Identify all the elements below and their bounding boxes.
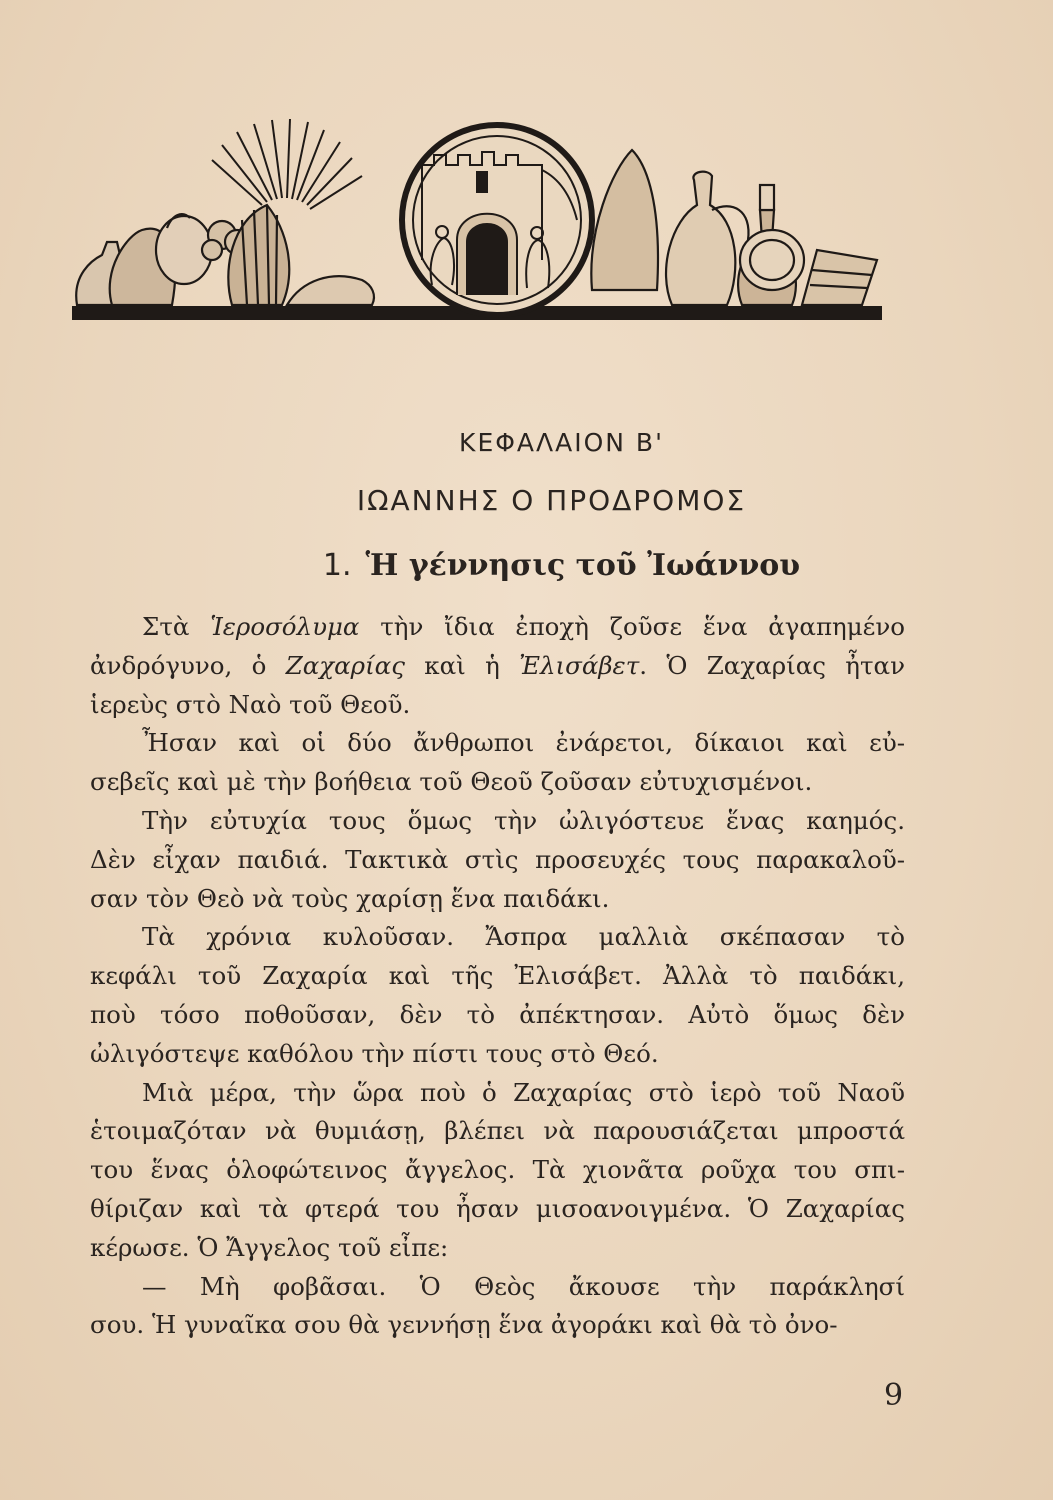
chapter-label: ΚΕΦΑΛΑΙΟΝ Β'	[459, 428, 664, 457]
paragraph	[90, 1074, 905, 1268]
text-line: κέρωσε. Ὁ Ἄγγελος τοῦ εἶπε:	[90, 1232, 449, 1262]
italic-name: Ἐλισάβετ	[519, 650, 640, 680]
text-line: σαν τὸν Θεὸ νὰ τοὺς χαρίσῃ ἕνα παιδάκι.	[90, 883, 610, 913]
paragraph	[90, 608, 905, 724]
text-line: Τὴν εὐτυχία τους ὅμως τὴν ὠλιγόστευε ἕνας καημός.	[142, 805, 905, 835]
text-line: ἱερεὺς στὸ Ναὸ τοῦ Θεοῦ.	[90, 689, 411, 719]
section-number: 1.	[322, 548, 352, 583]
italic-name: Ζαχαρίας	[285, 650, 405, 680]
paragraph	[90, 1268, 905, 1346]
text-line: ἀνδρόγυνο, ὁ Ζαχαρίας καὶ ἡ Ἐλισάβετ. Ὁ Ζαχαρίας ἦταν	[90, 650, 905, 680]
text-line: κεφάλι τοῦ Ζαχαρία καὶ τῆς Ἐλισάβετ. Ἀλλὰ τὸ παιδάκι,	[90, 961, 905, 991]
paragraph	[90, 802, 905, 918]
section-heading	[0, 548, 1053, 583]
italic-name: Ἱεροσόλυμα	[210, 612, 360, 641]
section-title: Ἡ γέννησις τοῦ Ἰωάννου	[365, 548, 801, 583]
text-line: Δὲν εἶχαν παιδιά. Τακτικὰ στὶς προσευχές τους παρακαλοῦ-	[90, 844, 905, 874]
text-line: ποὺ τόσο ποθοῦσαν, δὲν τὸ ἀπέκτησαν. Αὐτὸ ὅμως δὲν	[90, 999, 905, 1029]
text-line: Τὰ χρόνια κυλοῦσαν. Ἄσπρα μαλλιὰ σκέπασαν τὸ	[142, 922, 905, 952]
text-line: — Μὴ φοβᾶσαι. Ὁ Θεὸς ἄκουσε τὴν παράκλησί	[142, 1271, 905, 1301]
text-line: σου. Ἡ γυναῖκα σου θὰ γεννήσῃ ἕνα ἀγοράκι καὶ θὰ τὸ ὀνο-	[90, 1310, 838, 1340]
chapter-title: ΙΩΑΝΝΗΣ Ο ΠΡΟΔΡΟΜΟΣ	[356, 484, 747, 517]
body-text	[90, 608, 905, 1345]
text-line: Ἦσαν καὶ οἱ δύο ἄνθρωποι ἐνάρετοι, δίκαιοι καὶ εὐ-	[142, 728, 905, 758]
text-line: Μιὰ μέρα, τὴν ὥρα ποὺ ὁ Ζαχαρίας στὸ ἱερὸ τοῦ Ναοῦ	[142, 1077, 905, 1107]
text-line: ἑτοιμαζόταν νὰ θυμιάσῃ, βλέπει νὰ παρουσιάζεται μπροστά	[90, 1116, 905, 1146]
text-line: ὠλιγόστεψε καθόλου τὴν πίστι τους στὸ Θεό.	[90, 1038, 659, 1068]
paragraph	[90, 918, 905, 1073]
text-line: Στὰ Ἱεροσόλυμα τὴν ἴδια ἐποχὴ ζοῦσε ἕνα ἀγαπημένο	[142, 612, 905, 641]
text-line: του ἕνας ὁλοφώτεινος ἄγγελος. Τὰ χιονᾶτα ροῦχα του σπι-	[90, 1155, 905, 1185]
jerusalem-gate-vignette-icon	[72, 110, 882, 330]
paragraph	[90, 724, 905, 802]
text-line: σεβεῖς καὶ μὲ τὴν βοήθεια τοῦ Θεοῦ ζοῦσαν εὐτυχισμένοι.	[90, 767, 813, 797]
page-number: 9	[884, 1378, 904, 1413]
text-line: θίριζαν καὶ τὰ φτερά του ἦσαν μισοανοιγμένα. Ὁ Ζαχαρίας	[90, 1193, 905, 1223]
